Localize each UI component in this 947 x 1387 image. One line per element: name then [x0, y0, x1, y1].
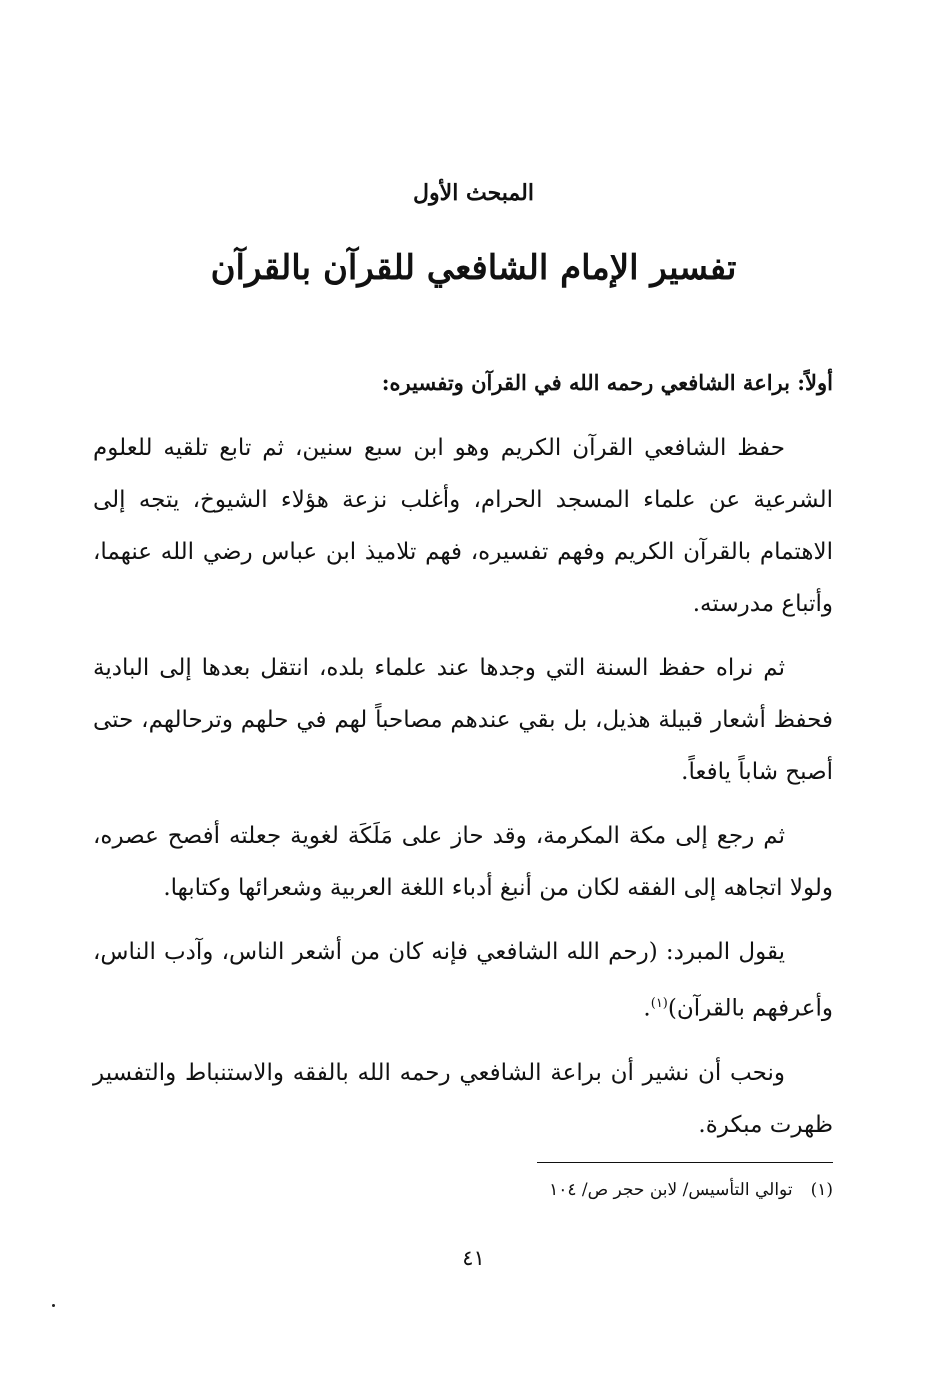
footnote-number: (١) [810, 1180, 833, 1200]
paragraph-4: ونحب أن نشير أن براعة الشافعي رحمه الله بالفقه والاستنباط والتفسير ظهرت مبكرة. [93, 1059, 833, 1138]
scan-speck [52, 1304, 55, 1307]
paragraph-3: ثم رجع إلى مكة المكرمة، وقد حاز على مَلَكَة لغوية جعلته أفصح عصره، ولولا اتجاهه إلى الفقه لكان من أنبغ أدباء اللغة العربية وشعرائها وكتابها. [93, 823, 833, 901]
paragraph-2: ثم نراه حفظ السنة التي وجدها عند علماء بلده، انتقل بعدها إلى البادية فحفظ أشعار قبيلة هذيل، بل بقي عندهم مصاحباً لهم في حلهم وترحالهم، حتى أصبح شاباً يافعاً. [93, 655, 833, 785]
footnote [93, 1180, 833, 1200]
quote-text: يقول المبرد: (رحم الله الشافعي فإنه كان من أشعر الناس، وآدب الناس، وأعرفهم بالقرآن) [93, 939, 833, 1022]
page-number: ٤١ [462, 1246, 485, 1270]
footnote-divider [537, 1162, 833, 1163]
footnote-text: توالي التأسيس/ لابن حجر ص/ ١٠٤ [549, 1180, 793, 1200]
paragraph-1: حفظ الشافعي القرآن الكريم وهو ابن سبع سنين، ثم تابع تلقيه للعلوم الشرعية عن علماء المسجد الحرام، وأغلب نزعة هؤلاء الشيوخ، يتجه إلى الاهتمام بالقرآن الكريم وفهم تفسيره، فهم تلاميذ ابن عباس رضي الله عنهما، وأتباع مدرسته. [93, 435, 833, 617]
subheading: أولاً: براعة الشافعي رحمه الله في القرآن وتفسيره: [381, 370, 833, 395]
quote-paragraph [93, 926, 833, 1035]
chapter-title: تفسير الإمام الشافعي للقرآن بالقرآن [210, 248, 737, 288]
quote-end: . [643, 995, 651, 1022]
footnote-reference-mark: (١) [650, 996, 668, 1011]
section-label: المبحث الأول [413, 180, 534, 206]
body-text [93, 422, 833, 1163]
